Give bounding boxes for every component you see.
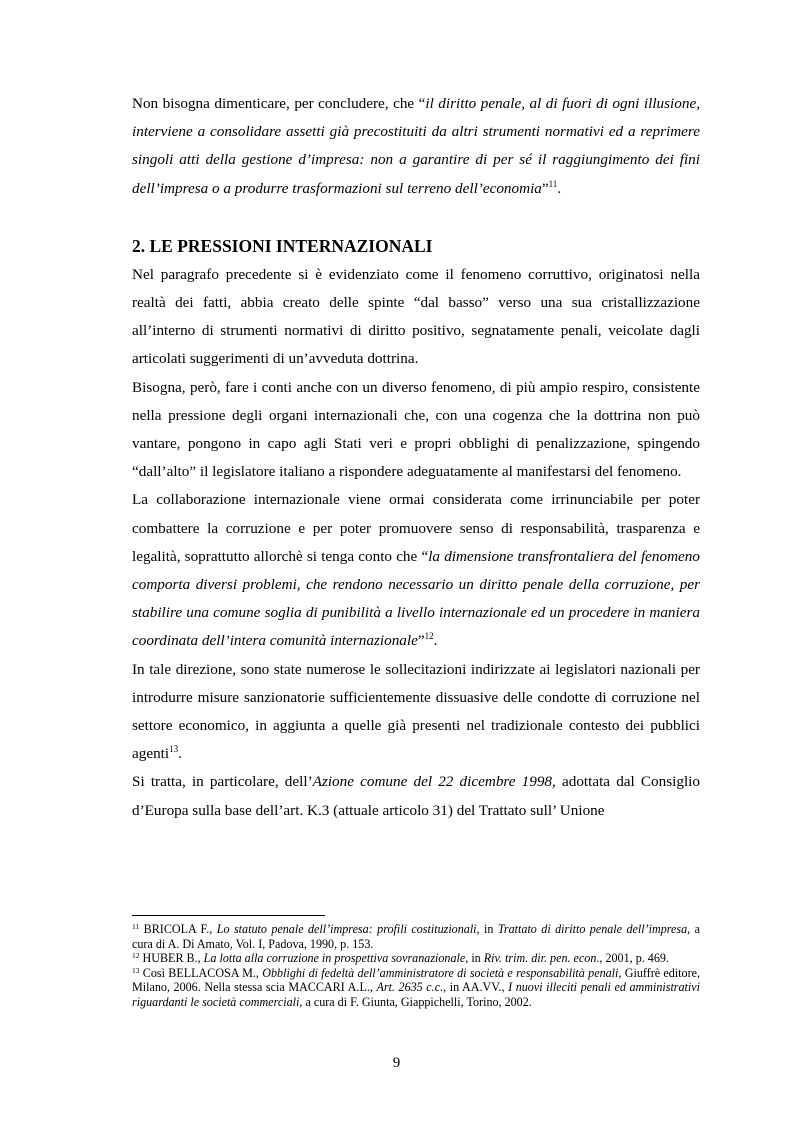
- paragraph-2: Bisogna, però, fare i conti anche con un diverso fenomeno, di più ampio respiro, consistente nella pressione degli organi internazionali che, con una cogenza che la dottrina non può vantare, pongono in capo agli Stati veri e propri obblighi di penalizzazione, spingendo “dall’alto” il legislatore italiano a rispondere adeguatamente al manifestarsi del fenomeno.: [132, 378, 700, 481]
- footnote-ref-11[interactable]: 11: [548, 178, 558, 189]
- quote-italic: il diritto penale, al di fuori di ogni illusione, interviene a consolidare assetti già precostituiti da altri strumenti normativi ed a reprimere singoli atti della gestione d’impresa: non a garantire di per sé il raggiungimento dei fini dell’impresa o a produrre trasformazioni sul terreno dell’economia: [132, 95, 700, 197]
- footnote-13: $^{13}$ Così BELLACOSA M., Obblighi di fedeltà dell’amministratore di società e responsabilità penali, Giuffrè editore, Milano, 2006. Nella stessa scia MACCARI A.L., Art. 2635 c.c., in AA.VV., I nuovi illeciti penali ed amministrativi riguardanti le società commerciali, a cura di F. Giunta, Giappichelli, Torino, 2002.: [132, 965, 701, 1009]
- act-title-italic: Azione comune del 22 dicembre 1998: [312, 773, 553, 791]
- page-body: [132, 90, 700, 825]
- footnotes: [132, 922, 700, 1010]
- paragraph-1: Nel paragrafo precedente si è evidenziato come il fenomeno corruttivo, originatosi nella realtà dei fatti, abbia creato delle spinte “dal basso” verso una sua cristallizzazione all’interno di strumenti normativi di diritto positivo, segnatamente penali, veicolate dagli articolati suggerimenti di un’avveduta dottrina.: [132, 265, 700, 368]
- paragraph-5: Si tratta, in particolare, dell’Azione comune del 22 dicembre 1998, adottata dal Consiglio d’Europa sulla base dell’art. K.3 (attuale articolo 31) del Trattato sull’ Unione: [132, 773, 700, 819]
- footnote-12: $^{12}$ HUBER B., La lotta alla corruzione in prospettiva sovranazionale, in Riv. trim. dir. pen. econ., 2001, p. 469.: [132, 951, 669, 966]
- footnote-ref-12[interactable]: 12: [424, 631, 434, 642]
- quote-italic: la dimensione transfrontaliera del fenomeno comporta diversi problemi, che rendono necessario un diritto penale della corruzione, per stabilire una comune soglia di punibilità a livello internazionale ed un procedere in maniera coordinata dell’intera comunità internazionale: [132, 547, 700, 650]
- footnote-11: $^{11}$ BRICOLA F., Lo statuto penale dell’impresa: profili costituzionali, in Trattato di diritto penale dell’impresa, a cura di A. Di Amato, Vol. I, Padova, 1990, p. 153.: [132, 922, 700, 951]
- paragraph-3: La collaborazione internazionale viene ormai considerata come irrinunciabile per poter combattere la corruzione e per poter promuovere senso di responsabilità, trasparenza e legalità, soprattutto allorchè si tenga conto che “la dimensione transfrontaliera del fenomeno comporta diversi problemi, che rendono necessario un diritto penale della corruzione, per stabilire una comune soglia di punibilità a livello internazionale ed un procedere in maniera coordinata dell’intera comunità internazionale”$^{12}$.: [132, 491, 700, 650]
- section-heading: 2. LE PRESSIONI INTERNAZIONALI: [132, 235, 433, 256]
- paragraph-4: In tale direzione, sono state numerose le sollecitazioni indirizzate ai legislatori nazionali per introdurre misure sanzionatorie sufficientemente dissuasive delle condotte di corruzione nel settore economico, in aggiunta a quelle già presenti nel tradizionale contesto dei pubblici agenti$^{13}$.: [132, 660, 700, 763]
- paragraph-conclusion: Non bisogna dimenticare, per concludere, che “il diritto penale, al di fuori di ogni illusione, interviene a consolidare assetti già precostituiti da altri strumenti normativi ed a reprimere singoli atti della gestione d’impresa: non a garantire di per sé il raggiungimento dei fini dell’impresa o a produrre trasformazioni sul terreno dell’economia”$^{11}$.: [132, 95, 700, 197]
- page-number: 9: [392, 1055, 401, 1071]
- footnote-ref-13[interactable]: 13: [169, 744, 179, 755]
- footnote-separator: [132, 915, 325, 916]
